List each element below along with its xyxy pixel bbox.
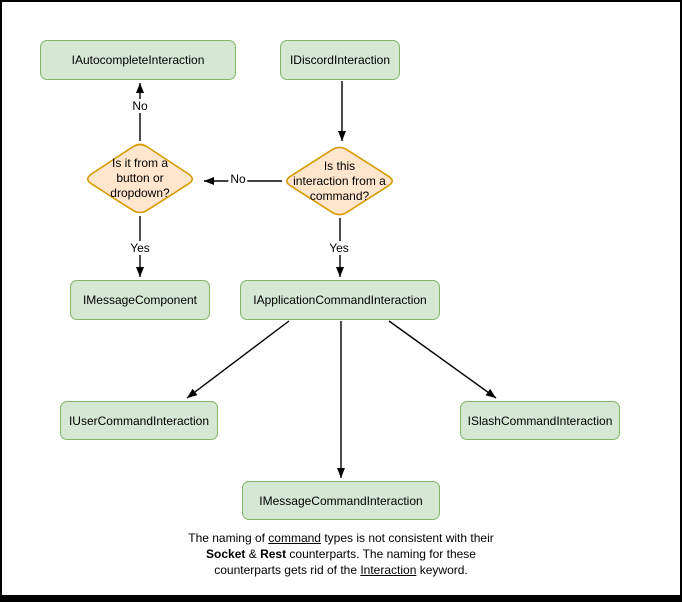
edge-label-yes-left: Yes bbox=[130, 241, 150, 255]
node-message-command-interaction bbox=[242, 481, 440, 520]
underlined-word-command: command bbox=[268, 531, 321, 545]
footnote-line-2: Socket & Rest counterparts. The naming for these bbox=[206, 547, 476, 561]
underlined-word-interaction: Interaction bbox=[360, 563, 417, 577]
node-message-component bbox=[70, 280, 210, 320]
node-slash-command-interaction bbox=[460, 401, 620, 440]
footnote bbox=[91, 530, 591, 578]
decision-from-command bbox=[282, 144, 397, 218]
decision-button-or-dropdown bbox=[83, 141, 197, 216]
decision-label: Is it from a button or dropdown? bbox=[110, 156, 170, 200]
node-application-command-interaction bbox=[240, 280, 440, 320]
edge-applicationcommand-to-usercommand bbox=[187, 321, 289, 398]
edge-label-no-top: No bbox=[132, 99, 148, 113]
bold-word-socket: Socket bbox=[206, 547, 246, 561]
footnote-line-1: The naming of command types is not consistent with their bbox=[188, 531, 494, 545]
node-label: IApplicationCommandInteraction bbox=[253, 293, 427, 307]
node-discord-interaction bbox=[280, 40, 400, 80]
decision-label: Is this interaction from a command? bbox=[293, 158, 386, 203]
edge-label-yes-right: Yes bbox=[329, 241, 349, 255]
node-label: IDiscordInteraction bbox=[289, 53, 391, 67]
edge-label-no-middle: No bbox=[230, 172, 246, 186]
node-label: IMessageCommandInteraction bbox=[259, 493, 423, 508]
node-label: IMessageComponent bbox=[82, 293, 198, 307]
node-label: IUserCommandInteraction bbox=[68, 413, 210, 428]
node-autocomplete-interaction bbox=[40, 40, 236, 80]
bold-word-rest: Rest bbox=[260, 547, 287, 561]
edge-applicationcommand-to-slashcommand bbox=[389, 321, 496, 398]
node-user-command-interaction bbox=[60, 401, 218, 440]
node-label: IAutocompleteInteraction bbox=[71, 53, 205, 67]
node-label: ISlashCommandInteraction bbox=[467, 413, 613, 428]
footnote-line-3: counterparts gets rid of the Interaction keyword. bbox=[214, 563, 468, 577]
